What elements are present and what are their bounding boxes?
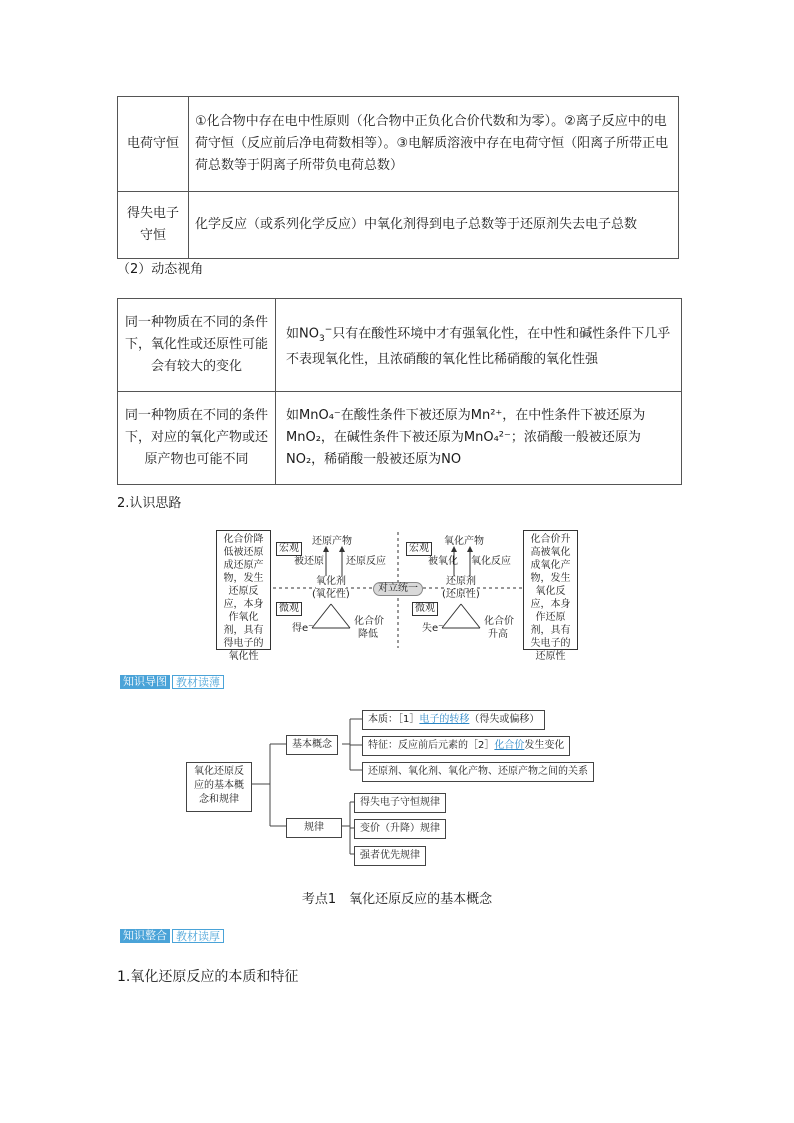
row-content: 化学反应（或系列化学反应）中氧化剂得到电子总数等于还原剂失去电子总数 [189,192,679,259]
right-electron: 失e⁻ [422,623,444,634]
left-reaction: 还原反应 [346,556,386,567]
left-agent: 氧化剂 [316,576,346,587]
mindmap-item-essence: 本质：［1］电子的转移（得失或偏移） [362,710,545,730]
right-summary-box: 化合价升高被氧化成氧化产物，发生氧化反应，本身作还原剂，具有失电子的还原性 [523,530,578,650]
left-product: 还原产物 [312,536,352,547]
mindmap-rule-2: 变价（升降）规律 [354,819,446,839]
tag-primary: 知识整合 [120,929,170,943]
mindmap-root: 氧化还原反应的基本概念和规律 [186,762,252,812]
right-micro-label: 微观 [412,602,438,616]
row-label: 电荷守恒 [118,97,189,192]
right-product: 氧化产物 [444,536,484,547]
heading-thinking: 2.认识思路 [117,496,182,511]
row-content: 如MnO₄⁻在酸性条件下被还原为Mn²⁺，在中性条件下被还原为MnO₂，在碱性条件下被还原为MnO₄²⁻；浓硝酸一般被还原为NO₂，稀硝酸一般被还原为NO [276,392,682,485]
mindmap-rule-1: 得失电子守恒规律 [354,793,446,813]
heading-essence: 1.氧化还原反应的本质和特征 [117,969,299,985]
section-tag [120,929,224,943]
row-label: 同一种物质在不同的条件下，对应的氧化产物或还原产物也可能不同 [118,392,276,485]
table-row [118,299,682,392]
row-content: 如$NO_3^-$只有在酸性环境中才有强氧化性，在中性和碱性条件下几乎不表现氧化性，且浓硝酸的氧化性比稀硝酸的氧化性强 [276,299,682,392]
left-reduced: 被还原 [294,556,324,567]
mindmap-item-relations: 还原剂、氧化剂、氧化产物、还原产物之间的关系 [362,762,594,782]
left-valence-1: 化合价 [354,616,384,627]
right-macro-label: 宏观 [406,542,432,556]
section-tag [120,675,224,689]
left-macro-label: 宏观 [276,542,302,556]
table-row [118,192,679,259]
mindmap-rule-3: 强者优先规律 [354,846,426,866]
center-unity-label: 对立统一 [373,582,423,596]
right-valence-2: 升高 [488,629,508,640]
right-oxidized: 被氧化 [428,556,458,567]
tag-secondary: 教材读厚 [172,929,224,943]
right-property: (还原性) [442,589,480,600]
left-valence-2: 降低 [358,629,378,640]
knowledge-mindmap [186,706,616,872]
section-subtitle: （2）动态视角 [117,262,204,277]
table-row [118,392,682,485]
dynamic-view-table [117,298,682,485]
left-electron: 得e⁻ [292,623,314,634]
right-agent: 还原剂 [446,576,476,587]
tag-secondary: 教材读薄 [172,675,224,689]
right-reaction: 氧化反应 [471,556,511,567]
mindmap-branch-concepts: 基本概念 [286,735,338,755]
row-content: ①化合物中存在电中性原则（化合物中正负化合价代数和为零）。②离子反应中的电荷守恒（反应前后净电荷数相等）。③电解质溶液中存在电荷守恒（阳离子所带正电荷总数等于阴离子所带负电荷总数） [189,97,679,192]
redox-concept-diagram [216,528,580,662]
point-title: 考点1 氧化还原反应的基本概念 [301,892,493,907]
tag-primary: 知识导图 [120,675,170,689]
right-valence-1: 化合价 [484,616,514,627]
left-summary-box: 化合价降低被还原成还原产物，发生还原反应，本身作氧化剂，具有得电子的氧化性 [216,530,271,650]
mindmap-item-feature: 特征：反应前后元素的［2］化合价发生变化 [362,736,570,756]
mindmap-branch-rules: 规律 [286,818,342,838]
row-label: 同一种物质在不同的条件下，氧化性或还原性可能会有较大的变化 [118,299,276,392]
conservation-table [117,96,679,259]
left-property: (氧化性) [312,589,350,600]
table-row [118,97,679,192]
row-label: 得失电子守恒 [118,192,189,259]
left-micro-label: 微观 [276,602,302,616]
